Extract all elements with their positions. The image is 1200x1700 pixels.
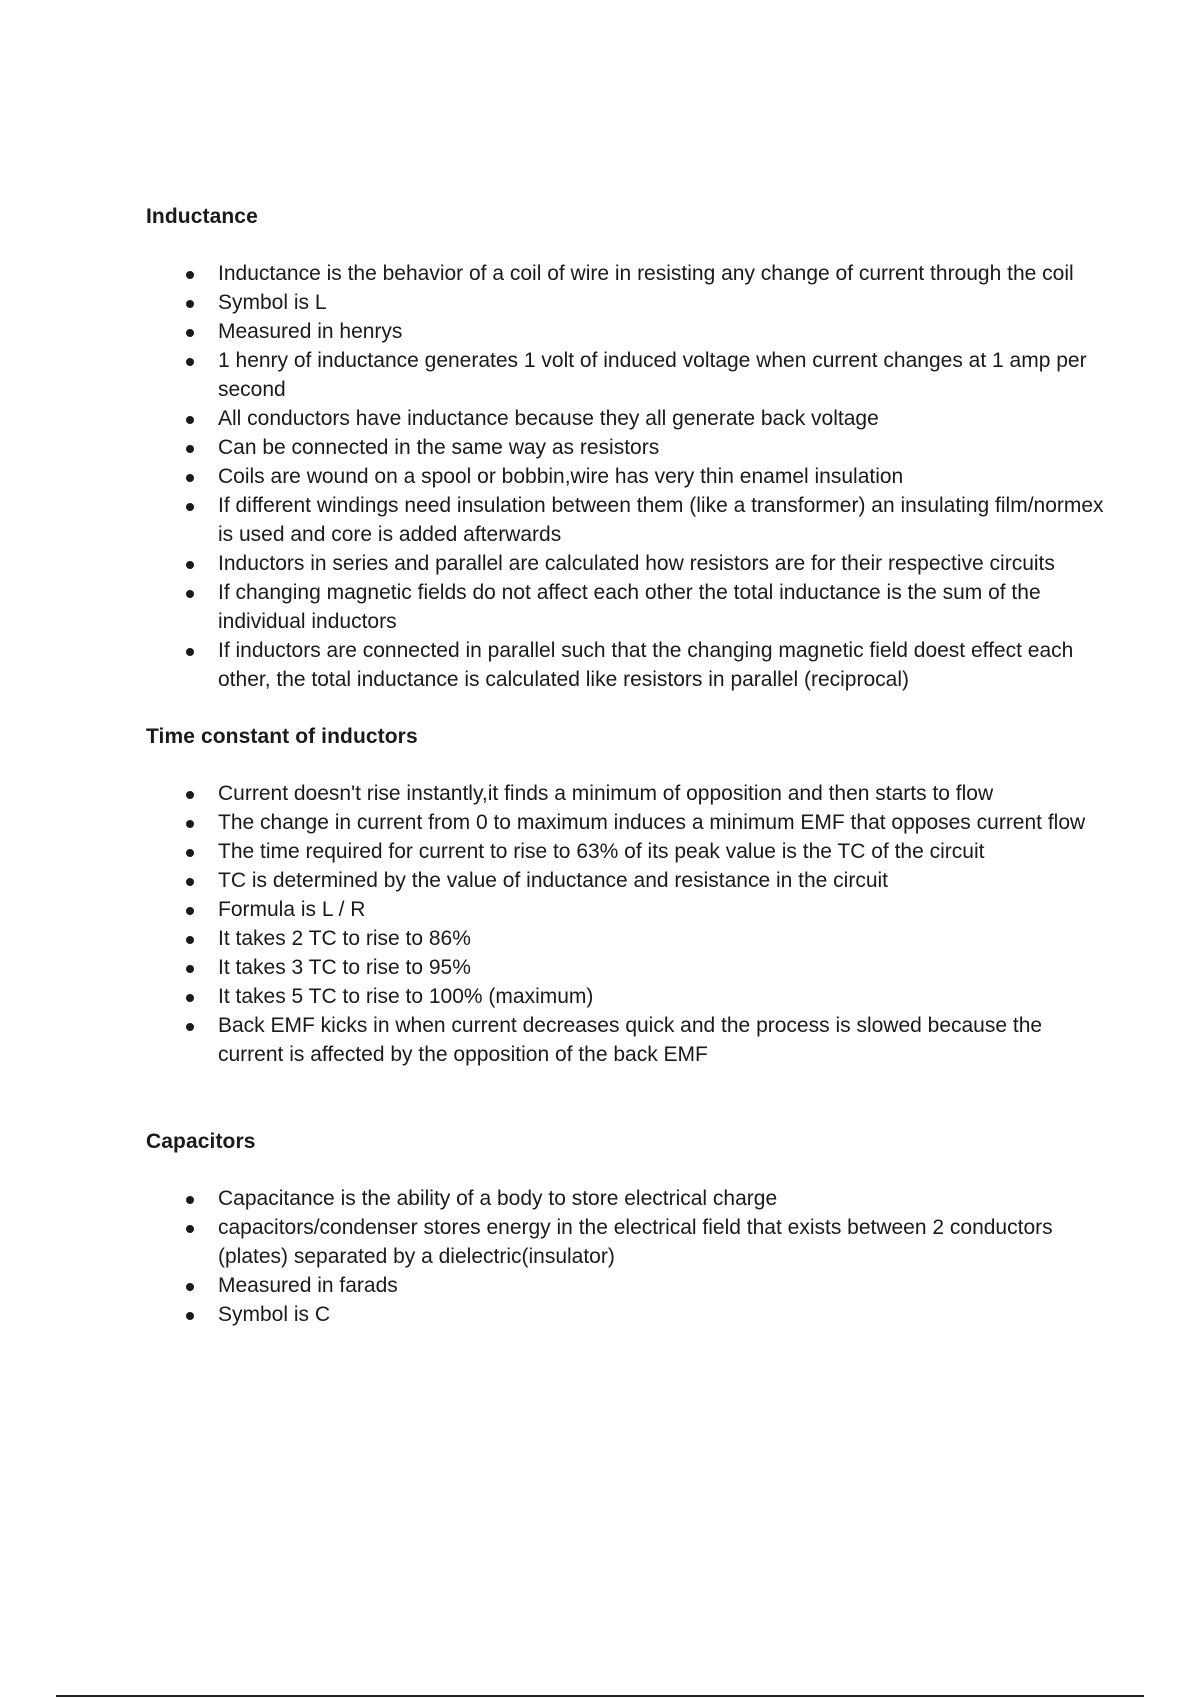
- document-content: [146, 202, 1106, 1357]
- list-item: [146, 779, 1106, 808]
- bullet-list: [146, 259, 1106, 694]
- bullet-icon: [186, 1196, 194, 1204]
- list-item-text: Symbol is C: [218, 1303, 331, 1326]
- section-heading: Time constant of inductors: [146, 725, 418, 748]
- list-item-text: It takes 3 TC to rise to 95%: [218, 956, 471, 979]
- list-item: [146, 636, 1106, 694]
- list-item-text: Can be connected in the same way as resistors: [218, 436, 660, 459]
- list-item-text: If inductors are connected in parallel such that the changing magnetic field doest effect each other, the total inductance is calculated like resistors in parallel (reciprocal): [218, 639, 1074, 691]
- list-item-text: It takes 5 TC to rise to 100% (maximum): [218, 985, 594, 1008]
- list-item-text: If different windings need insulation between them (like a transformer) an insulating film/normex is used and core is added afterwards: [218, 494, 1104, 546]
- footer-divider: [56, 1695, 1144, 1697]
- bullet-icon: [186, 965, 194, 973]
- bullet-icon: [186, 561, 194, 569]
- bullet-icon: [186, 849, 194, 857]
- list-item-text: All conductors have inductance because they all generate back voltage: [218, 407, 879, 430]
- bullet-icon: [186, 416, 194, 424]
- bullet-icon: [186, 503, 194, 511]
- list-item-text: Inductors in series and parallel are calculated how resistors are for their respective circuits: [218, 552, 1055, 575]
- list-item-text: Back EMF kicks in when current decreases quick and the process is slowed because the current is affected by the opposition of the back EMF: [218, 1014, 1043, 1066]
- bullet-icon: [186, 300, 194, 308]
- list-item: [146, 1300, 1106, 1329]
- list-item: [146, 462, 1106, 491]
- list-item-text: Symbol is L: [218, 291, 327, 314]
- list-item: [146, 808, 1106, 837]
- list-item-text: TC is determined by the value of inductance and resistance in the circuit: [218, 869, 889, 892]
- list-item: [146, 837, 1106, 866]
- list-item-text: Measured in farads: [218, 1274, 398, 1297]
- bullet-icon: [186, 445, 194, 453]
- bullet-icon: [186, 936, 194, 944]
- bullet-icon: [186, 1023, 194, 1031]
- list-item-text: The time required for current to rise to 63% of its peak value is the TC of the circuit: [218, 840, 985, 863]
- list-item: [146, 288, 1106, 317]
- bullet-icon: [186, 271, 194, 279]
- list-item-text: Capacitance is the ability of a body to store electrical charge: [218, 1187, 778, 1210]
- section-heading: Inductance: [146, 205, 258, 228]
- list-item-text: If changing magnetic fields do not affect each other the total inductance is the sum of the individual inductors: [218, 581, 1041, 633]
- list-item: [146, 433, 1106, 462]
- section-time-constant: [146, 722, 1106, 1069]
- bullet-icon: [186, 1225, 194, 1233]
- list-item: [146, 404, 1106, 433]
- list-item: [146, 1184, 1106, 1213]
- list-item: [146, 491, 1106, 549]
- bullet-icon: [186, 878, 194, 886]
- list-item: [146, 895, 1106, 924]
- list-item: [146, 1213, 1106, 1271]
- list-item: [146, 953, 1106, 982]
- list-item-text: It takes 2 TC to rise to 86%: [218, 927, 471, 950]
- bullet-icon: [186, 994, 194, 1002]
- list-item: [146, 866, 1106, 895]
- bullet-icon: [186, 820, 194, 828]
- bullet-icon: [186, 329, 194, 337]
- list-item-text: Measured in henrys: [218, 320, 403, 343]
- bullet-icon: [186, 791, 194, 799]
- list-item-text: 1 henry of inductance generates 1 volt of induced voltage when current changes at 1 amp per second: [218, 349, 1087, 401]
- bullet-icon: [186, 474, 194, 482]
- list-item: [146, 317, 1106, 346]
- bullet-icon: [186, 1283, 194, 1291]
- list-item-text: Formula is L / R: [218, 898, 366, 921]
- bullet-icon: [186, 907, 194, 915]
- list-item: [146, 1271, 1106, 1300]
- bullet-list: [146, 1184, 1106, 1329]
- list-item-text: capacitors/condenser stores energy in the electrical field that exists between 2 conductors (plates) separated by a dielectric(insulator): [218, 1216, 1053, 1268]
- list-item: [146, 982, 1106, 1011]
- bullet-list: [146, 779, 1106, 1069]
- bullet-icon: [186, 1312, 194, 1320]
- list-item: [146, 578, 1106, 636]
- list-item-text: Coils are wound on a spool or bobbin,wire has very thin enamel insulation: [218, 465, 904, 488]
- list-item: [146, 1011, 1106, 1069]
- list-item-text: The change in current from 0 to maximum induces a minimum EMF that opposes current flow: [218, 811, 1086, 834]
- bullet-icon: [186, 648, 194, 656]
- bullet-icon: [186, 590, 194, 598]
- list-item: [146, 259, 1106, 288]
- list-item: [146, 346, 1106, 404]
- list-item-text: Inductance is the behavior of a coil of wire in resisting any change of current through the coil: [218, 262, 1074, 285]
- section-heading: Capacitors: [146, 1130, 256, 1153]
- list-item: [146, 549, 1106, 578]
- list-item-text: Current doesn't rise instantly,it finds a minimum of opposition and then starts to flow: [218, 782, 994, 805]
- bullet-icon: [186, 358, 194, 366]
- section-inductance: [146, 202, 1106, 694]
- section-capacitors: [146, 1127, 1106, 1329]
- list-item: [146, 924, 1106, 953]
